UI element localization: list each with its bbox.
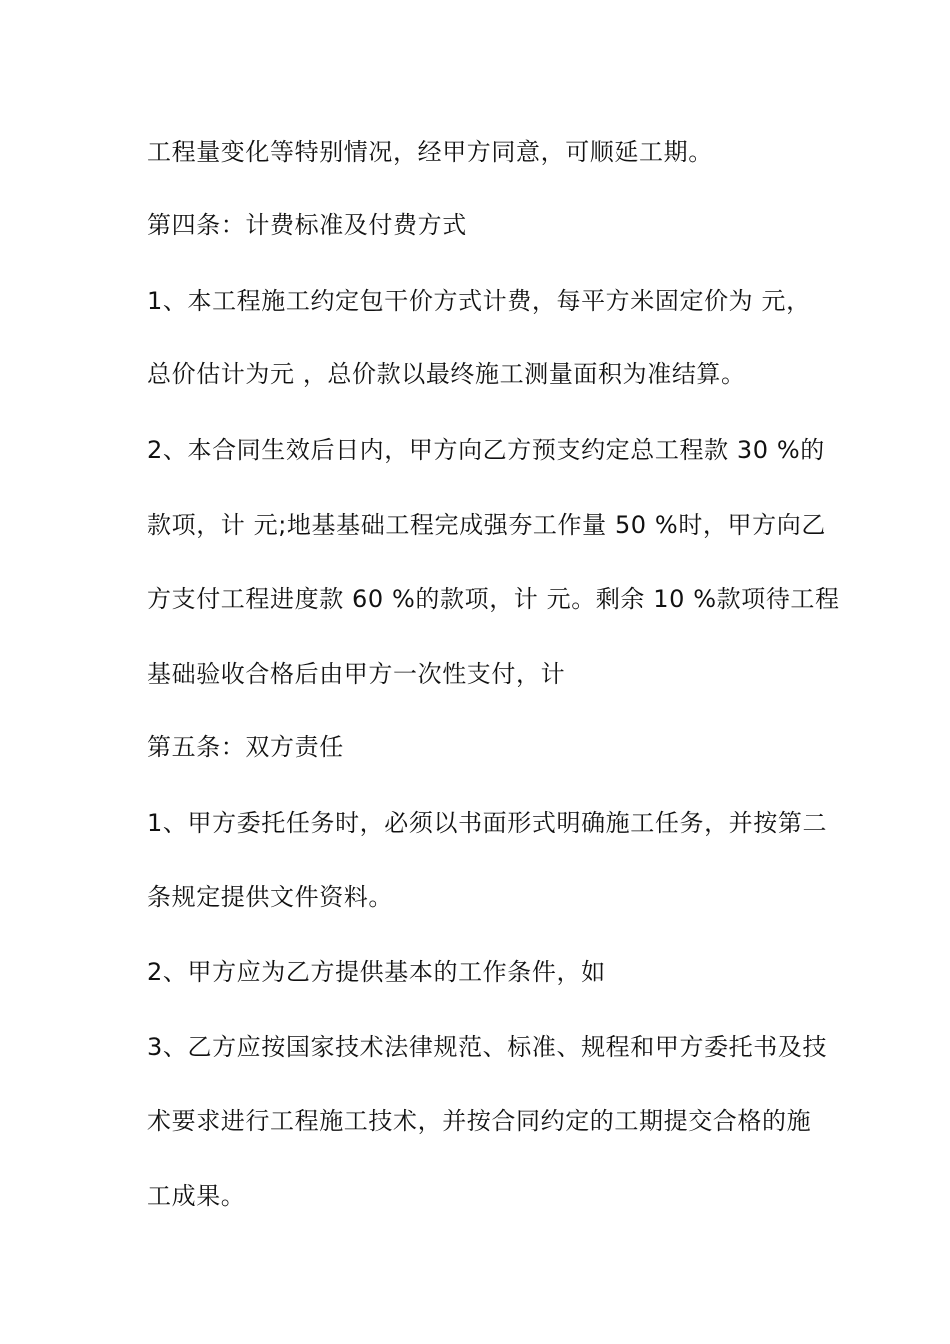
- section-heading-article-5: 第五条：双方责任: [147, 733, 344, 761]
- text-line: 基础验收合格后由甲方一次性支付，计: [147, 660, 566, 688]
- text-line: 3、乙方应按国家技术法律规范、标准、规程和甲方委托书及技: [147, 1033, 828, 1061]
- text-line: 工成果。: [147, 1182, 246, 1210]
- text-line: 术要求进行工程施工技术，并按合同约定的工期提交合格的施: [147, 1107, 812, 1135]
- text-line: 1、甲方委托任务时，必须以书面形式明确施工任务，并按第二: [147, 809, 828, 837]
- text-line: 款项，计 元;地基基础工程完成强夯工作量 50 %时，甲方向乙: [147, 511, 826, 539]
- text-line: 方支付工程进度款 60 %的款项，计 元。剩余 10 %款项待工程: [147, 585, 840, 613]
- text-line: 总价估计为元 ，总价款以最终施工测量面积为准结算。: [147, 360, 746, 388]
- text-line: 条规定提供文件资料。: [147, 883, 393, 911]
- section-heading-article-4: 第四条：计费标准及付费方式: [147, 211, 467, 239]
- text-line: 工程量变化等特别情况，经甲方同意，可顺延工期。: [147, 138, 713, 166]
- text-line: 2、本合同生效后日内，甲方向乙方预支约定总工程款 30 %的: [147, 436, 825, 464]
- text-line: 1、本工程施工约定包干价方式计费，每平方米固定价为 元，: [147, 287, 811, 315]
- text-line: 2、甲方应为乙方提供基本的工作条件，如: [147, 958, 606, 986]
